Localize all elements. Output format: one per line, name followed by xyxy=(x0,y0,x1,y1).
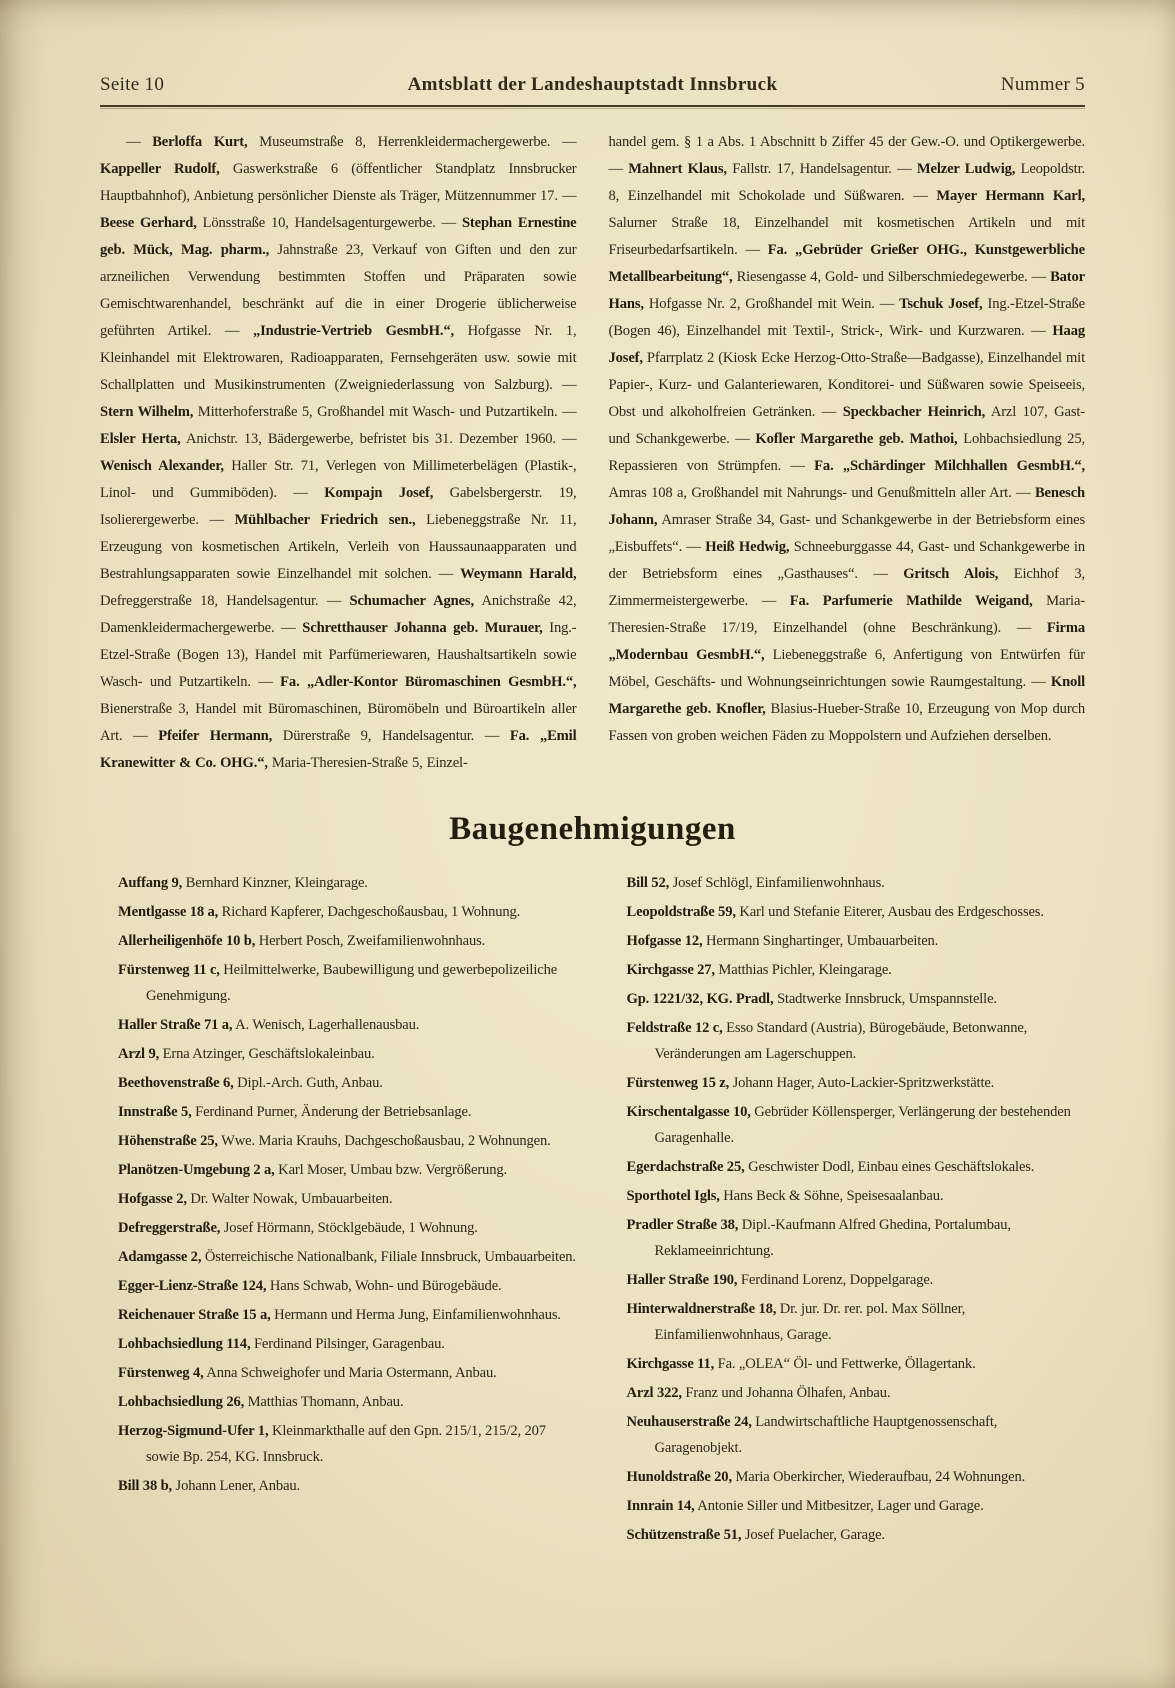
permit-entry: Pradler Straße 38, Dipl.-Kaufmann Alfred Ghedina, Portalumbau, Reklameeinrichtung. xyxy=(626,1217,1011,1259)
register-entry-text: Anichstr. 13, Bädergewerbe, befristet bis 31. Dezember 1960. — xyxy=(180,431,577,447)
register-entry-text: Fallstr. 17, Handelsagentur. — xyxy=(726,161,917,177)
register-entry-text: Anichstraße 42, Damenkleidermachergewerbe. — xyxy=(100,593,577,636)
permit-entry: Leopoldstraße 59, Karl und Stefanie Eiterer, Ausbau des Erdgeschosses. xyxy=(626,904,1044,920)
register-entry-name: Schumacher Agnes, xyxy=(349,593,474,609)
register-entry-name: Fa. Parfumerie Mathilde Weigand, xyxy=(789,593,1033,609)
permit-address: Kirchgasse 27, xyxy=(626,962,715,978)
permits-section xyxy=(100,870,1085,1551)
permit-address: Bill 38 b, xyxy=(118,1478,173,1494)
permit-address: Defreggerstraße, xyxy=(118,1220,221,1236)
permit-address: Bill 52, xyxy=(626,875,670,891)
register-entry-name: Haag Josef, xyxy=(608,323,1085,366)
permit-address: Gp. 1221/32, KG. Pradl, xyxy=(626,991,774,1007)
register-entry-name: Kompajn Josef, xyxy=(324,485,434,501)
permit-address: Egerdachstraße 25, xyxy=(626,1159,745,1175)
register-entry-name: Fa. „Schärdinger Milchhallen GesmbH.“, xyxy=(814,458,1086,474)
permit-entry: Schützenstraße 51, Josef Puelacher, Garage. xyxy=(626,1527,885,1543)
permits-left-column xyxy=(100,870,577,1551)
register-entry-name: Heiß Hedwig, xyxy=(705,539,790,555)
register-entry-text: Haller Str. 71, Verlegen von Millimeterbelägen (Plastik-, Linol- und Gummiböden). — xyxy=(100,458,577,501)
permit-address: Kirchgasse 11, xyxy=(626,1356,715,1372)
trade-register-right-column xyxy=(609,129,1086,777)
page-header xyxy=(100,74,1085,96)
permit-address: Neuhauserstraße 24, xyxy=(626,1414,752,1430)
permit-address: Innstraße 5, xyxy=(118,1104,192,1120)
register-entry-name: Stern Wilhelm, xyxy=(100,404,194,420)
permit-address: Hunoldstraße 20, xyxy=(626,1469,732,1485)
register-entry-text: Maria-Theresien-Straße 5, Einzel- xyxy=(267,755,468,771)
permit-entry: Reichenauer Straße 15 a, Hermann und Herma Jung, Einfamilienwohnhaus. xyxy=(118,1307,561,1323)
register-entry-text: Hofgasse Nr. 1, Kleinhandel mit Elektrowaren, Radioapparaten, Fernsehgeräten usw. sowie mit Schallplatten und Musikinstrumenten (Zweigniederlassung von Salzburg). — xyxy=(100,323,577,393)
permit-address: Kirschentalgasse 10, xyxy=(626,1104,751,1120)
permit-entry: Hofgasse 12, Hermann Singhartinger, Umbauarbeiten. xyxy=(626,933,939,949)
permit-entry: Hinterwaldnerstraße 18, Dr. jur. Dr. rer. pol. Max Söllner, Einfamilienwohnhaus, Garage. xyxy=(626,1301,966,1343)
permit-entry: Neuhauserstraße 24, Landwirtschaftliche Hauptgenossenschaft, Garagenobjekt. xyxy=(626,1414,998,1456)
masthead-title: Amtsblatt der Landeshauptstadt Innsbruck xyxy=(407,74,778,95)
permit-entry: Bill 52, Josef Schlögl, Einfamilienwohnhaus. xyxy=(626,875,885,891)
permit-entry: Egger-Lienz-Straße 124, Hans Schwab, Wohn- und Bürogebäude. xyxy=(118,1278,502,1294)
permit-address: Fürstenweg 4, xyxy=(118,1365,204,1381)
register-entry-text: Mitterhoferstraße 5, Großhandel mit Wasch- und Putzartikeln. — xyxy=(193,404,577,420)
register-entry-name: Gritsch Alois, xyxy=(903,566,999,582)
register-entry-name: Kappeller Rudolf, xyxy=(100,161,220,177)
permit-address: Haller Straße 71 a, xyxy=(118,1017,233,1033)
register-entry-text: Eichhof 3, Zimmermeistergewerbe. — xyxy=(608,566,1085,609)
permit-entry: Fürstenweg 15 z, Johann Hager, Auto-Lackier-Spritzwerkstätte. xyxy=(626,1075,995,1091)
permit-entry: Fürstenweg 4, Anna Schweighofer und Maria Ostermann, Anbau. xyxy=(118,1365,497,1381)
permit-entry: Fürstenweg 11 c, Heilmittelwerke, Baubewilligung und gewerbepolizeiliche Genehmigung. xyxy=(118,962,558,1004)
permit-address: Innrain 14, xyxy=(626,1498,695,1514)
permit-address: Haller Straße 190, xyxy=(626,1272,738,1288)
permit-entry: Hofgasse 2, Dr. Walter Nowak, Umbauarbeiten. xyxy=(118,1191,393,1207)
register-entry-name: Melzer Ludwig, xyxy=(916,161,1016,177)
register-entry-text: Defreggerstraße 18, Handelsagentur. — xyxy=(100,593,350,609)
trade-register-section xyxy=(100,109,1085,777)
permit-entry: Haller Straße 71 a, A. Wenisch, Lagerhallenausbau. xyxy=(118,1017,420,1033)
permit-address: Hofgasse 2, xyxy=(118,1191,187,1207)
register-entry-name: Tschuk Josef, xyxy=(899,296,983,312)
permit-address: Arzl 322, xyxy=(626,1385,682,1401)
register-entry-text: Arzl 107, Gast- und Schankgewerbe. — xyxy=(608,404,1086,447)
register-entry-text: Leopoldstr. 8, Einzelhandel mit Schokolade und Süßwaren. — xyxy=(608,161,1085,204)
permit-address: Höhenstraße 25, xyxy=(118,1133,218,1149)
register-entry-text: Museumstraße 8, Herrenkleidermachergewerbe. — xyxy=(247,134,577,150)
register-entry-name: Mayer Hermann Karl, xyxy=(936,188,1086,204)
permit-entry: Innrain 14, Antonie Siller und Mitbesitzer, Lager und Garage. xyxy=(626,1498,984,1514)
permit-address: Egger-Lienz-Straße 124, xyxy=(118,1278,267,1294)
permit-address: Feldstraße 12 c, xyxy=(626,1020,723,1036)
register-entry-name: Beese Gerhard, xyxy=(100,215,197,231)
register-entry-name: Kofler Margarethe geb. Mathoi, xyxy=(755,431,958,447)
register-entry-name: Benesch Johann, xyxy=(608,485,1085,528)
permit-entry: Beethovenstraße 6, Dipl.-Arch. Guth, Anbau. xyxy=(118,1075,383,1091)
register-entry-name: Berloffa Kurt, xyxy=(152,134,248,150)
register-entry-text: Dürerstraße 9, Handelsagentur. — xyxy=(272,728,510,744)
register-entry-name: Schretthauser Johanna geb. Murauer, xyxy=(302,620,543,636)
permit-entry: Innstraße 5, Ferdinand Purner, Änderung der Betriebsanlage. xyxy=(118,1104,472,1120)
permit-address: Hinterwaldnerstraße 18, xyxy=(626,1301,777,1317)
permit-entry: Kirchgasse 11, Fa. „OLEA“ Öl- und Fettwerke, Öllagertank. xyxy=(626,1356,976,1372)
register-entry-text: Gabelsbergerstr. 19, Isolierergewerbe. — xyxy=(100,485,577,528)
register-entry-name: Pfeifer Hermann, xyxy=(158,728,273,744)
permit-address: Pradler Straße 38, xyxy=(626,1217,739,1233)
register-entry-name: Wenisch Alexander, xyxy=(100,458,224,474)
register-entry-name: Stephan Ernestine geb. Mück, Mag. pharm., xyxy=(100,215,577,258)
permit-entry: Lohbachsiedlung 26, Matthias Thomann, Anbau. xyxy=(118,1394,404,1410)
permit-address: Arzl 9, xyxy=(118,1046,160,1062)
register-entry-text: handel gem. § 1 a Abs. 1 Abschnitt b Ziffer 45 der Gew.-O. und Optikergewerbe. — xyxy=(608,134,1085,177)
permit-address: Reichenauer Straße 15 a, xyxy=(118,1307,271,1323)
register-entry-text: Liebeneggstraße 6, Anfertigung von Entwürfen für Möbel, Geschäfts- und Wohnungseinrichtungen sowie Raumgestaltung. — xyxy=(608,647,1085,690)
permit-entry: Sporthotel Igls, Hans Beck & Söhne, Speisesaalanbau. xyxy=(626,1188,944,1204)
register-entry-name: Firma „Modernbau GesmbH.“, xyxy=(608,620,1085,663)
register-entry-name: Fa. „Emil Kranewitter & Co. OHG.“, xyxy=(100,728,577,771)
permit-address: Lohbachsiedlung 26, xyxy=(118,1394,245,1410)
permit-entry: Egerdachstraße 25, Geschwister Dodl, Einbau eines Geschäftslokales. xyxy=(626,1159,1035,1175)
permit-entry: Arzl 322, Franz und Johanna Ölhafen, Anbau. xyxy=(626,1385,891,1401)
register-entry-name: Weymann Harald, xyxy=(460,566,577,582)
permit-entry: Hunoldstraße 20, Maria Oberkircher, Wiederaufbau, 24 Wohnungen. xyxy=(626,1469,1026,1485)
permit-address: Planötzen-Umgebung 2 a, xyxy=(118,1162,275,1178)
permit-entry: Planötzen-Umgebung 2 a, Karl Moser, Umbau bzw. Vergrößerung. xyxy=(118,1162,507,1178)
register-entry-text: Salurner Straße 18, Einzelhandel mit kosmetischen Artikeln und mit Friseurbedarfsartikeln. — xyxy=(608,215,1085,258)
permit-entry: Lohbachsiedlung 114, Ferdinand Pilsinger, Garagenbau. xyxy=(118,1336,445,1352)
register-entry-text: Lönsstraße 10, Handelsagenturgewerbe. — xyxy=(196,215,462,231)
register-entry-name: Knoll Margarethe geb. Knofler, xyxy=(608,674,1085,717)
permit-entry: Bill 38 b, Johann Lener, Anbau. xyxy=(118,1478,301,1494)
register-entry-name: „Industrie-Vertrieb GesmbH.“, xyxy=(252,323,454,339)
permit-address: Herzog-Sigmund-Ufer 1, xyxy=(118,1423,269,1439)
register-entry-text: Maria-Theresien-Straße 17/19, Einzelhandel (ohne Beschränkung). — xyxy=(608,593,1085,636)
permit-entry: Haller Straße 190, Ferdinand Lorenz, Doppelgarage. xyxy=(626,1272,934,1288)
permit-address: Fürstenweg 11 c, xyxy=(118,962,220,978)
register-entry-text: Amras 108 a, Großhandel mit Nahrungs- und Genußmitteln aller Art. — xyxy=(608,485,1035,501)
permit-address: Mentlgasse 18 a, xyxy=(118,904,219,920)
permit-address: Hofgasse 12, xyxy=(626,933,703,949)
issue-number-label: Nummer 5 xyxy=(1000,74,1085,95)
register-entry-text: Schneeburggasse 44, Gast- und Schankgewerbe in der Betriebsform eines „Gasthauses“. — xyxy=(608,539,1085,582)
permit-entry: Kirschentalgasse 10, Gebrüder Köllensperger, Verlängerung der bestehenden Garagenhalle. xyxy=(626,1104,1071,1146)
permit-entry: Arzl 9, Erna Atzinger, Geschäftslokaleinbau. xyxy=(118,1046,375,1062)
permit-address: Fürstenweg 15 z, xyxy=(626,1075,730,1091)
register-entry-text: Gaswerkstraße 6 (öffentlicher Standplatz Innsbrucker Hauptbahnhof), Anbietung persönlicher Dienste als Träger, Mützennummer 17. — xyxy=(100,161,577,204)
register-entry-text: Bienerstraße 3, Handel mit Büromaschinen, Büromöbeln und Büroartikeln aller Art. — xyxy=(100,701,577,744)
register-entry-text: Hofgasse Nr. 2, Großhandel mit Wein. — xyxy=(643,296,900,312)
register-entry-name: Fa. „Gebrüder Grießer OHG., Kunstgewerbliche Metallbearbeitung“, xyxy=(608,242,1085,285)
permit-address: Lohbachsiedlung 114, xyxy=(118,1336,251,1352)
register-entry-name: Bator Hans, xyxy=(608,269,1085,312)
register-entry-text: Riesengasse 4, Gold- und Silberschmiedegewerbe. — xyxy=(732,269,1051,285)
permit-address: Leopoldstraße 59, xyxy=(626,904,736,920)
permit-entry: Mentlgasse 18 a, Richard Kapferer, Dachgeschoßausbau, 1 Wohnung. xyxy=(118,904,521,920)
permit-address: Sporthotel Igls, xyxy=(626,1188,720,1204)
permit-entry: Feldstraße 12 c, Esso Standard (Austria), Bürogebäude, Betonwanne, Veränderungen am Lagerschuppen. xyxy=(626,1020,1028,1062)
permit-address: Schützenstraße 51, xyxy=(626,1527,742,1543)
permit-address: Adamgasse 2, xyxy=(118,1249,202,1265)
register-entry-text: Liebeneggstraße Nr. 11, Erzeugung von kosmetischen Artikeln, Verleih von Haussaunaapparaten und Bestrahlungsapparaten sowie Einzelhandel mit solchen. — xyxy=(100,512,577,582)
register-entry-name: Speckbacher Heinrich, xyxy=(842,404,986,420)
permit-entry: Kirchgasse 27, Matthias Pichler, Kleingarage. xyxy=(626,962,892,978)
register-entry-name: Mahnert Klaus, xyxy=(628,161,727,177)
permit-entry: Defreggerstraße, Josef Hörmann, Stöcklgebäude, 1 Wohnung. xyxy=(118,1220,478,1236)
permit-address: Beethovenstraße 6, xyxy=(118,1075,234,1091)
register-entry-text: Ing.-Etzel-Straße (Bogen 13), Handel mit Parfümeriewaren, Haushaltsartikeln sowie Wasch- und Putzartikeln. — xyxy=(100,620,577,690)
permits-section-heading: Baugenehmigungen xyxy=(449,811,736,847)
permit-entry: Allerheiligenhöfe 10 b, Herbert Posch, Zweifamilienwohnhaus. xyxy=(118,933,486,949)
permits-right-column xyxy=(609,870,1086,1551)
permit-entry: Höhenstraße 25, Wwe. Maria Krauhs, Dachgeschoßausbau, 2 Wohnungen. xyxy=(118,1133,551,1149)
register-entry-name: Mühlbacher Friedrich sen., xyxy=(234,512,416,528)
permit-address: Allerheiligenhöfe 10 b, xyxy=(118,933,256,949)
register-entry-text: Amraser Straße 34, Gast- und Schankgewerbe in der Betriebsform eines „Eisbuffets“. — xyxy=(608,512,1085,555)
register-entry-text: — xyxy=(126,134,153,150)
page-number-label: Seite 10 xyxy=(100,74,165,95)
register-entry-name: Elsler Herta, xyxy=(100,431,181,447)
register-entry-text: Jahnstraße 23, Verkauf von Giften und den zur arzneilichen Verwendung bestimmten Stoffen und Präparaten sowie Gemischtwarenhandel, beschränkt auf die in einer Drogerie üblicherweise geführten Artikel. — xyxy=(100,242,577,339)
permit-entry: Herzog-Sigmund-Ufer 1, Kleinmarkthalle auf den Gpn. 215/1, 215/2, 207 sowie Bp. 254, KG. Innsbruck. xyxy=(118,1423,546,1465)
permit-entry: Gp. 1221/32, KG. Pradl, Stadtwerke Innsbruck, Umspannstelle. xyxy=(626,991,997,1007)
trade-register-left-column xyxy=(100,129,577,777)
permit-entry: Auffang 9, Bernhard Kinzner, Kleingarage. xyxy=(118,875,368,891)
permit-entry: Adamgasse 2, Österreichische Nationalbank, Filiale Innsbruck, Umbauarbeiten. xyxy=(118,1249,576,1265)
register-entry-text: Lohbachsiedlung 25, Repassieren von Strümpfen. — xyxy=(608,431,1085,474)
register-entry-name: Fa. „Adler-Kontor Büromaschinen GesmbH.“, xyxy=(280,674,577,690)
register-entry-text: Ing.-Etzel-Straße (Bogen 46), Einzelhandel mit Textil-, Strick-, Wirk- und Kurzwaren. — xyxy=(608,296,1086,339)
register-entry-text: Pfarrplatz 2 (Kiosk Ecke Herzog-Otto-Straße—Badgasse), Einzelhandel mit Papier-, Kurz- und Galanteriewaren, Konditorei- und Süßwaren sowie Speiseeis, Obst und alkoholfreien Getränken. — xyxy=(608,350,1085,420)
permit-address: Auffang 9, xyxy=(118,875,183,891)
register-entry-text: Blasius-Hueber-Straße 10, Erzeugung von Mop durch Fassen von groben weichen Fäden zu Moppolstern und Aufziehen derselben. xyxy=(608,701,1086,744)
